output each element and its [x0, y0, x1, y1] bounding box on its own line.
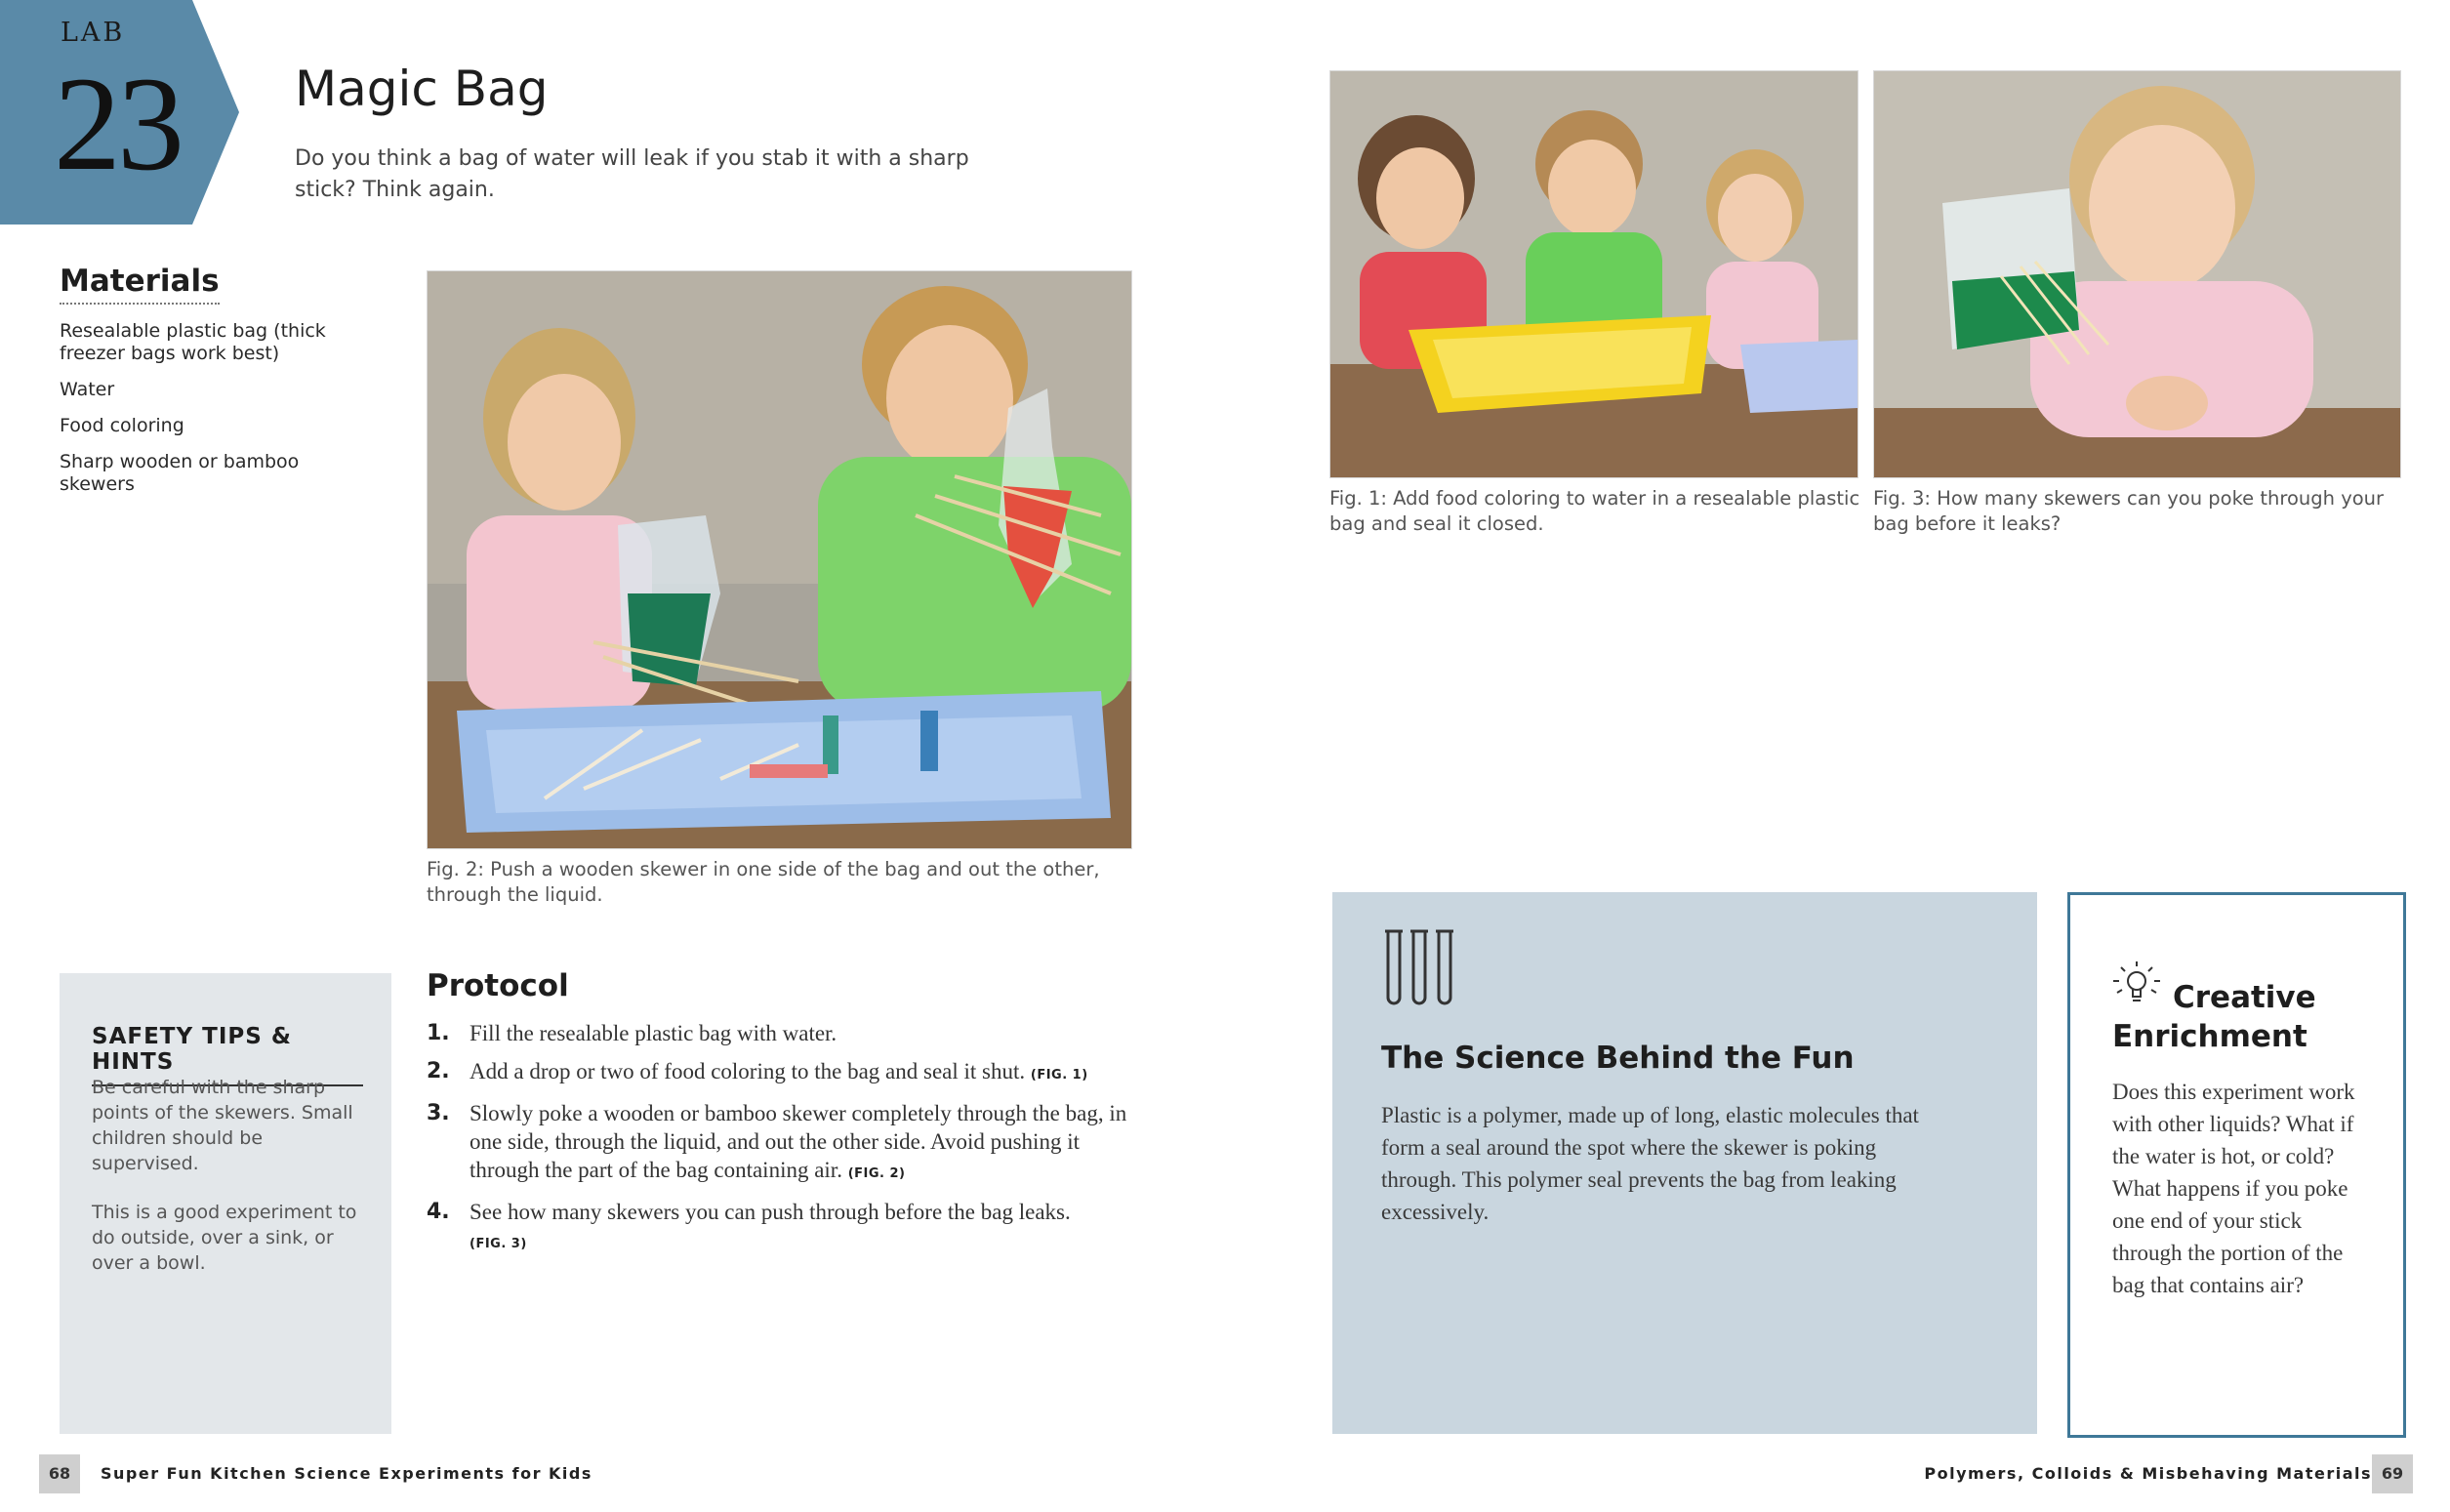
page-title: Magic Bag	[295, 61, 549, 117]
footer-chapter-title: Polymers, Colloids & Misbehaving Materials	[1924, 1464, 2372, 1483]
step-number: 4.	[427, 1200, 450, 1224]
list-item: Food coloring	[60, 415, 184, 436]
lab-number: 23	[54, 49, 181, 198]
footer-book-title: Super Fun Kitchen Science Experiments for Kids	[101, 1464, 592, 1483]
intro-text: Do you think a bag of water will leak if you stab it with a sharp stick? Think again.	[295, 146, 969, 202]
science-heading: The Science Behind the Fun	[1381, 1041, 1855, 1076]
protocol-step	[427, 1057, 1129, 1089]
fig2-photo	[427, 270, 1132, 849]
creative-heading-text: Creative Enrichment	[2112, 980, 2316, 1054]
fig2-caption: Fig. 2: Push a wooden skewer in one side of the bag and out the other, through the liquid.	[427, 858, 1100, 906]
protocol-step	[427, 1019, 1129, 1047]
lab-label: LAB	[61, 18, 126, 48]
step-number: 3.	[427, 1101, 450, 1125]
materials-heading: Materials	[60, 264, 220, 305]
list-item: Resealable plastic bag (thick freezer bags work best)	[60, 320, 326, 364]
page-number-left: 68	[39, 1454, 80, 1493]
materials-list	[60, 320, 352, 510]
protocol-heading: Protocol	[427, 968, 569, 1003]
science-text: Plastic is a polymer, made up of long, elastic molecules that form a seal around the spot where the skewer is poking through. This polymer seal prevents the bag from leaking excessively.	[1381, 1103, 1919, 1224]
page-number-right: 69	[2372, 1454, 2413, 1493]
creative-heading	[2112, 978, 2386, 1056]
safety-heading: SAFETY TIPS & HINTS	[92, 1024, 363, 1086]
fig3-caption: Fig. 3: How many skewers can you poke through your bag before it leaks?	[1873, 487, 2385, 535]
safety-box	[60, 973, 391, 1434]
protocol-step	[427, 1198, 1129, 1258]
fig3-photo	[1873, 70, 2401, 478]
step-text: See how many skewers you can push through before the bag leaks.	[470, 1200, 1071, 1224]
fig1-caption: Fig. 1: Add food coloring to water in a resealable plastic bag and seal it closed.	[1329, 487, 1860, 535]
figure-reference: (FIG. 3)	[470, 1237, 527, 1251]
safety-paragraph: Be careful with the sharp points of the skewers. Small children should be supervised.	[92, 1077, 353, 1174]
science-box	[1332, 892, 2037, 1434]
figure-reference: (FIG. 1)	[1030, 1068, 1088, 1083]
step-text: Add a drop or two of food coloring to the bag and seal it shut.	[470, 1059, 1026, 1083]
creative-text: Does this experiment work with other liquids? What if the water is hot, or cold? What happens if you poke one end of your stick through the portion of the bag that contains air?	[2112, 1080, 2355, 1297]
fig1-photo	[1329, 70, 1858, 478]
list-item: Sharp wooden or bamboo skewers	[60, 451, 300, 495]
protocol-step	[427, 1099, 1129, 1188]
step-text: Fill the resealable plastic bag with water.	[470, 1021, 837, 1045]
step-text: Slowly poke a wooden or bamboo skewer completely through the bag, in one side, through the liquid, and out the other side. Avoid pushing it through the part of the bag containing air.	[470, 1101, 1127, 1182]
protocol-steps	[427, 1019, 1129, 1268]
list-item: Water	[60, 379, 115, 400]
figure-reference: (FIG. 2)	[847, 1166, 906, 1181]
step-number: 1.	[427, 1021, 450, 1045]
creative-box	[2067, 892, 2406, 1438]
safety-paragraph: This is a good experiment to do outside, over a sink, or over a bowl.	[92, 1202, 357, 1274]
step-number: 2.	[427, 1059, 450, 1083]
test-tubes-icon	[1381, 927, 1457, 1011]
